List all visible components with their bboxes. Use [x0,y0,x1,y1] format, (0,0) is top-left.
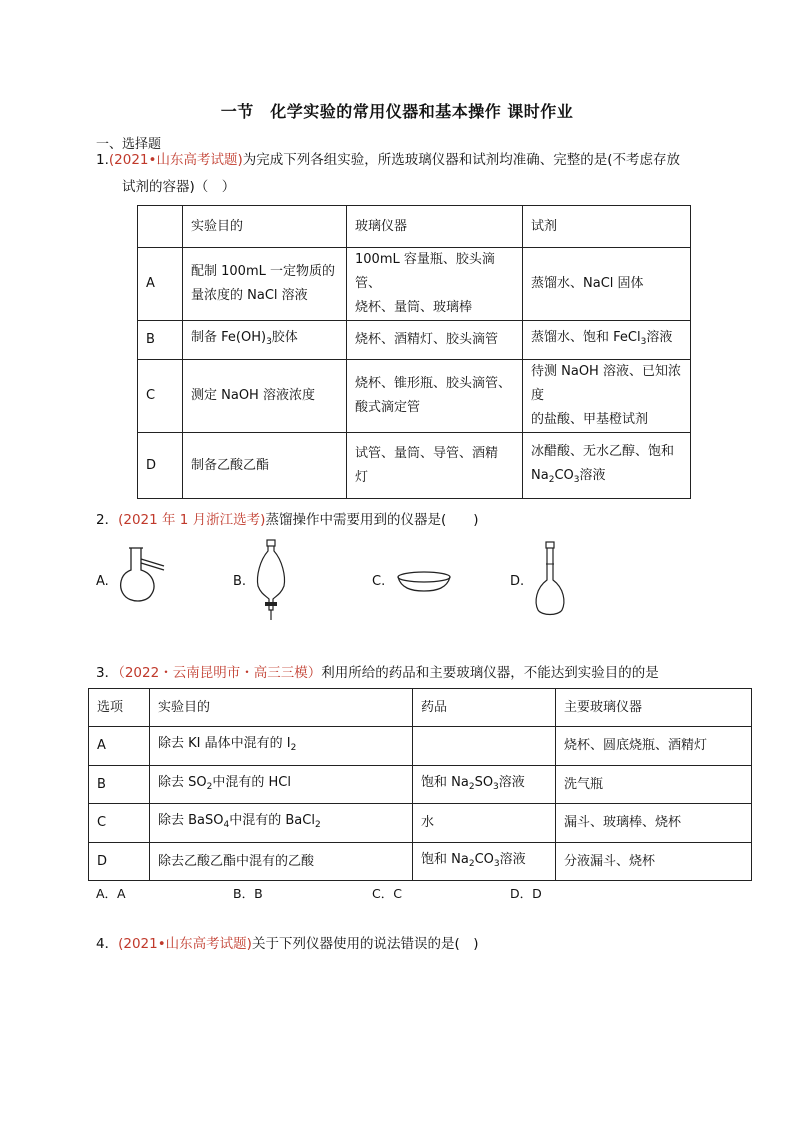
q3-source: （2022・云南昆明市・高三三模） [118,665,322,681]
table-header-cell: 实验目的 [150,689,413,727]
row-label: D [89,843,150,881]
q2-option-a-label: A. [96,574,109,589]
table-header-cell: 玻璃仪器 [347,206,523,248]
row-label: C [138,360,183,433]
q1-table [137,205,691,499]
q4-number: 4． [96,936,119,952]
reagent-cell: 冰醋酸、无水乙醇、饱和 $Na_2CO_3$溶液 [523,433,691,499]
reagent-cell: 蒸馏水、饱和 FeCl$_3$溶液 [523,321,691,360]
question-3-line [96,664,659,682]
table-header-cell: 主要玻璃仪器 [556,689,752,727]
table-header-cell: 药品 [413,689,556,727]
table-header-row [138,206,691,248]
table-header-cell: 选项 [89,689,150,727]
glass-cell: 试管、量筒、导管、酒精 灯 [347,433,523,499]
volumetric-flask-icon [532,540,568,620]
page-title: 一节 化学实验的常用仪器和基本操作 课时作业 [220,102,574,121]
q4-source: (2021•山东高考试题) [118,936,252,952]
reagent-cell: 待测 NaOH 溶液、已知浓度 的盐酸、甲基橙试剂 [523,360,691,433]
q2-source: (2021 年 1 月浙江选考) [118,512,266,528]
q1-number: 1. [96,152,109,168]
q3-choice-b: B．B [233,886,263,901]
table-header-row [89,689,752,727]
goal-cell: 制备 $Fe(OH)_3$胶体 [183,321,347,360]
goal-cell: 除去 KI 晶体中混有的 $I_2$ [150,727,413,766]
goal-cell: 除去乙酸乙酯中混有的乙酸 [150,843,413,881]
drug-cell [413,727,556,766]
table-row [138,360,691,433]
question-4-line [96,935,479,953]
table-row [138,321,691,360]
table-row [138,433,691,499]
glass-cell: 烧杯、圆底烧瓶、酒精灯 [556,727,752,766]
row-label: A [138,248,183,321]
goal-cell: 制备乙酸乙酯 [183,433,347,499]
q2-text: 蒸馏操作中需要用到的仪器是( ) [265,512,479,528]
table-header-cell: 试剂 [523,206,691,248]
section-heading: 一、选择题 [96,137,162,152]
goal-cell: 测定 NaOH 溶液浓度 [183,360,347,433]
q1-source: (2021•山东高考试题) [108,152,243,168]
glass-cell: 烧杯、酒精灯、胶头滴管 [347,321,523,360]
row-label: A [89,727,150,766]
q3-choice-a: A．A [96,886,126,901]
glass-cell: 分液漏斗、烧杯 [556,843,752,881]
q3-choice-d: D．D [510,886,542,901]
table-row [89,766,752,804]
table-header-cell: 实验目的 [183,206,347,248]
distillation-flask-icon [112,545,168,607]
glass-cell: 漏斗、玻璃棒、烧杯 [556,804,752,843]
q3-choice-c: C．C [372,886,402,901]
table-row [89,804,752,843]
drug-cell: 饱和 $Na_2SO_3$溶液 [413,766,556,804]
q3-text: 利用所给的药品和主要玻璃仪器，不能达到实验目的的是 [321,665,659,681]
q2-option-c-label: C. [372,574,386,589]
q4-text: 关于下列仪器使用的说法错误的是( ) [251,936,479,952]
q1-text-a: 为完成下列各组实验，所选玻璃仪器和试剂均准确、完整的是(不考虑存放 [242,152,681,168]
table-row [89,843,752,881]
table-row [89,727,752,766]
table-row [138,248,691,321]
evaporating-dish-icon [395,568,455,594]
glass-cell: 100mL 容量瓶、胶头滴管、 烧杯、量筒、玻璃棒 [347,248,523,321]
q3-number: 3． [96,665,119,681]
row-label: B [138,321,183,360]
glass-cell: 烧杯、锥形瓶、胶头滴管、 酸式滴定管 [347,360,523,433]
row-label: D [138,433,183,499]
separatory-funnel-icon [254,538,288,622]
question-1-line-2: 试剂的容器)（ ） [122,179,236,195]
goal-cell: 配制 100mL 一定物质的 量浓度的 NaCl 溶液 [183,248,347,321]
drug-cell: 水 [413,804,556,843]
row-label: B [89,766,150,804]
question-1-line-1 [96,151,680,169]
table-header-cell [138,206,183,248]
goal-cell: 除去 BaSO$_4$中混有的 BaCl$_2$ [150,804,413,843]
glass-cell: 洗气瓶 [556,766,752,804]
q3-table [88,688,752,881]
drug-cell: 饱和 $Na_2CO_3$溶液 [413,843,556,881]
q2-number: 2． [96,512,119,528]
reagent-cell: 蒸馏水、NaCl 固体 [523,248,691,321]
goal-cell: 除去 $SO_2$中混有的 HCl [150,766,413,804]
question-2-line [96,511,479,529]
row-label: C [89,804,150,843]
q2-option-b-label: B. [233,574,247,589]
q2-option-d-label: D. [510,574,525,589]
